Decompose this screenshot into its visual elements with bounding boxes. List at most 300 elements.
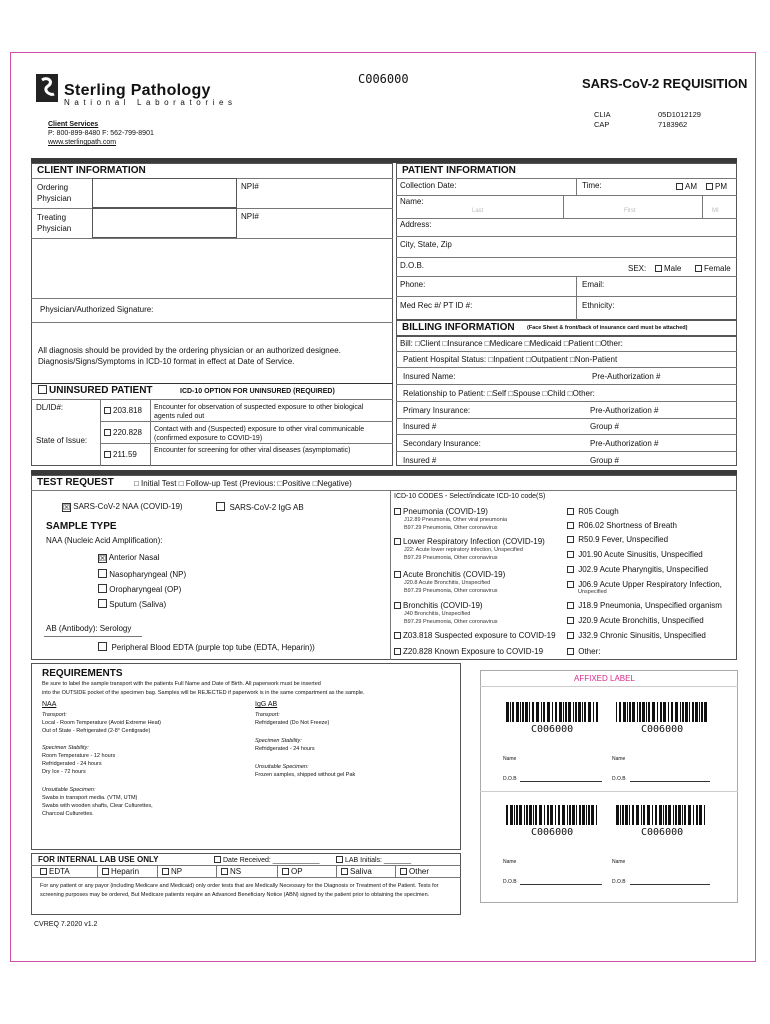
barcode-bar [668,805,671,825]
billing-title: BILLING INFORMATION [402,322,515,333]
abn-note: For any patient or any payor (including Medicare and Medicaid) only order tests that are Medically Necessary for the Diagnosis or Treatment of the Patient. Tests for screening purposes may be ordered, But Medicare patients require an Advanced Beneficiary Notice (ABN) signed by the patient prior to obtaining the specimen. [40,883,439,898]
tube-other[interactable] [400,867,429,876]
barcode-bar [682,702,684,722]
barcode-bar [519,805,522,825]
icd-label: R06.02 Shortness of Breath [578,521,677,530]
icd-label: Pneumonia (COVID-19) [403,507,488,516]
barcode-bar [510,805,513,825]
barcode-bar [584,702,586,722]
label-code-4: C006000 [641,827,684,838]
page-title: SARS-CoV-2 REQUISITION [582,76,748,91]
barcode-bar [573,702,574,722]
icd-r50[interactable] [567,535,668,544]
preauth-label-2: Pre-Authorization # [590,406,659,415]
ab-label: AB (Antibody): Serology [46,624,132,633]
insured-no-label-2: Insured # [403,456,437,465]
unsuitable-label: Unsuitable Specimen: [42,787,96,793]
barcode-bar [522,702,524,722]
barcode-bar [627,702,628,722]
barcode-bar [582,805,585,825]
ordering-physician-label: Ordering Physician [37,183,72,203]
divider [396,296,737,297]
tube-label: Other [409,867,430,876]
uninsured-title [38,385,153,396]
divider [630,781,710,782]
barcode-bar [704,805,705,825]
icd-code: 211.59 [113,450,137,459]
barcode-bar [532,702,534,722]
npi-label: NPI# [241,182,259,191]
transport-label: Transport: [42,712,67,718]
brand-subtitle: National Laboratories [64,98,237,107]
divider [396,178,737,179]
icd-other[interactable] [567,647,600,656]
lab-initials-label: LAB Initials: _______ [345,857,412,864]
icd-label: Bronchitis (COVID-19) [403,601,483,610]
barcode-bar [539,805,542,825]
icd-desc: Contact with and (Suspected) exposure to other viral communicable (confirmed exposure to COVID-19) [154,426,365,442]
tube-label: EDTA [49,867,70,876]
icd-j18[interactable] [567,601,722,610]
barcode-bar [678,805,681,825]
clia-labels [594,110,611,130]
igg-test-checkbox[interactable] [216,502,304,512]
requirements-text: Be sure to label the sample transport with the patients Full Name and Date of Birth. All paperwork must be inserted [42,681,321,687]
tube-label: OP [291,867,303,876]
am-checkbox[interactable] [676,182,697,191]
barcode-bar [520,702,521,722]
ordering-physician-input[interactable] [92,178,237,208]
divider [277,865,278,877]
barcode-bar [547,805,549,825]
barcode-bar [688,805,691,825]
barcode-bar [555,702,557,722]
sample-type-title: SAMPLE TYPE [46,521,117,532]
divider [396,367,737,368]
icd-j32[interactable] [567,631,706,640]
tube-ns[interactable] [221,867,241,876]
barcode-bar [591,805,594,825]
icd-label: J02.9 Acute Pharyngitis, Unspecified [578,565,709,574]
patient-title: PATIENT INFORMATION [402,165,516,176]
barcode-bar [643,805,645,825]
divider [31,877,461,878]
tube-label: Heparin [111,867,140,876]
barcode-bar [663,805,664,825]
barcode-bar [692,702,694,722]
icd-option-203[interactable] [104,406,142,415]
pm-label: PM [715,182,727,191]
req-line: Refridgerated - 24 hours [42,761,102,767]
first-placeholder: First [624,208,636,214]
barcode-bar [663,702,666,722]
barcode-bar [555,805,556,825]
icd-label: Z03.818 Suspected exposure to COVID-19 [403,631,556,640]
icd-label: R50.9 Fever, Unspecified [578,535,669,544]
icd-z20[interactable] [394,647,543,656]
icd-sub: B97.29 Pneumonia, Other coronavirus [404,525,498,531]
icd-sub: J40 Bronchitis, Unspecified [404,611,471,617]
divider [97,865,98,877]
divider [31,865,461,866]
barcode-bar [671,702,673,722]
divider [396,351,737,352]
barcode-bar [596,702,598,722]
affixed-label-title: AFFIXED LABEL [574,674,635,683]
label-dob-4: D.O.B [612,879,626,885]
icd-j06[interactable] [567,580,722,589]
barcode-bar [586,805,587,825]
barcode-bar [543,702,545,722]
barcode-bar [642,702,645,722]
divider [480,791,738,792]
barcode-bar [510,702,511,722]
lab-initials[interactable] [336,856,411,864]
barcode-bar [524,805,525,825]
igg-heading: IgG AB [255,701,278,708]
label-name-2: Name [612,756,626,762]
divider [157,865,158,877]
naa-test-label: SARS-CoV-2 NAA (COVID-19) [73,502,183,511]
icd-label: Acute Bronchitis (COVID-19) [403,570,506,579]
barcode-bar [632,805,634,825]
clia-values [658,110,701,130]
npi-label-2: NPI# [241,212,259,221]
am-label: AM [685,182,697,191]
icd-option-220[interactable] [104,428,142,437]
tube-label: NP [171,867,183,876]
barcode-bar [547,702,550,722]
icd-label: R05 Cough [578,507,619,516]
barcode-bar [695,702,698,722]
icd-r06[interactable] [567,521,677,530]
barcode-bar [682,805,683,825]
treating-physician-input[interactable] [92,208,237,238]
barcode-bar [526,805,528,825]
mi-placeholder: MI [712,208,719,214]
barcode-bar [533,805,534,825]
email-label: Email: [582,280,605,289]
barcode-bar [529,702,530,722]
barcode-bar [544,805,545,825]
icd-r05[interactable] [567,507,619,516]
barcode-bar [562,805,565,825]
client-title: CLIENT INFORMATION [37,165,146,176]
barcode-bar [559,702,562,722]
sample-sputum[interactable] [98,599,166,609]
naa-heading: NAA [42,701,57,708]
hospital-status[interactable]: Patient Hospital Status: □Inpatient □Outpatient □Non-Patient [403,355,618,364]
barcode-bar [558,805,560,825]
icd-title: ICD-10 CODES - Select/indicate ICD-10 code(S) [394,493,546,500]
barcode-bar [655,805,657,825]
barcode-bar [616,805,619,825]
tube-label: NS [230,867,242,876]
divider [150,399,151,466]
pm-checkbox[interactable] [706,182,727,191]
sample-blood[interactable] [98,642,315,652]
sample-anterior-nasal[interactable]: ☒ Anterior Nasal [99,553,160,563]
divider [480,686,738,687]
barcode-bar [514,805,515,825]
label-dob-1: D.O.B [503,776,517,782]
logo-icon [34,72,60,104]
sample-label: Sputum (Saliva) [109,600,167,609]
barcode-bar [593,702,594,722]
barcode-bar [652,702,655,722]
label-dob-3: D.O.B [503,879,517,885]
collection-date-label: Collection Date: [400,181,457,190]
barcode-bar [641,805,642,825]
sample-label: Peripheral Blood EDTA (purple top tube (EDTA, Heparin)) [111,643,315,652]
cap-label: CAP [594,120,610,129]
dl-label: DL/ID#: [36,403,64,412]
date-received[interactable] [214,856,320,864]
icd-j02[interactable] [567,565,708,574]
sample-label: Anterior Nasal [108,553,160,562]
barcode-bar [568,702,571,722]
divider [396,195,737,196]
label-code-3: C006000 [531,827,574,838]
relationship[interactable]: Relationship to Patient: □Self □Spouse □Child □Other: [403,389,595,398]
icd-z03[interactable] [394,631,556,640]
barcode-bar [529,805,532,825]
barcode-bar [704,702,707,722]
icd-bronchitis[interactable] [394,601,483,610]
divider [396,401,737,402]
transport-label: Transport: [255,712,280,718]
divider [31,298,393,299]
client-services-phone: P: 800-899-8480 F: 562-799-8901 [48,130,154,137]
barcode-bar [680,702,681,722]
secondary-insurance-label: Secondary Insurance: [403,439,481,448]
barcode-3 [506,805,598,825]
signature-label: Physician/Authorized Signature: [40,305,154,314]
barcode-bar [629,702,631,722]
clia-value: 05D1012129 [658,110,701,119]
preauth-label-3: Pre-Authorization # [590,439,659,448]
barcode-bar [647,805,650,825]
barcode-bar [576,805,577,825]
insured-no-label: Insured # [403,422,437,431]
test-type-options[interactable]: □ Initial Test □ Follow-up Test (Previous: □Positive □Negative) [134,479,352,488]
barcode-bar [550,805,553,825]
req-line: Refridgerated (Do Not Freeze) [255,720,330,726]
icd-lower-resp[interactable] [394,537,545,546]
divider [563,195,564,218]
name-label: Name: [400,197,424,206]
tube-np[interactable] [162,867,182,876]
form-code: C006000 [358,72,409,86]
label-code-1: C006000 [531,724,574,735]
preauth-label: Pre-Authorization # [592,372,661,381]
uninsured-subtitle: ICD-10 OPTION FOR UNINSURED (REQUIRED) [180,388,335,395]
divider [100,399,101,466]
barcode-bar [684,805,686,825]
barcode-bar [639,702,641,722]
barcode-bar [622,805,624,825]
sample-op[interactable] [98,584,181,594]
barcode-bar [652,805,653,825]
divider [390,490,391,660]
divider [396,276,737,277]
address-label: Address: [400,220,432,229]
barcode-bar [659,805,662,825]
female-checkbox[interactable] [695,264,731,273]
uninsured-title-text: UNINSURED PATIENT [49,385,153,396]
barcode-bar [578,702,581,722]
divider [31,399,393,400]
naa-label: NAA (Nucleic Acid Amplification): [46,536,163,545]
unsuitable-label: Unsuitable Specimen: [255,764,309,770]
date-received-label: Date Received: ____________ [223,857,320,864]
label-dob-2: D.O.B [612,776,626,782]
barcode-bar [516,805,518,825]
barcode-bar [637,702,638,722]
barcode-bar [596,805,597,825]
divider [576,276,577,320]
icd-sub: B97.29 Pneumonia, Other coronavirus [404,619,498,625]
barcode-bar [572,805,575,825]
barcode-bar [567,805,568,825]
client-services [48,120,154,147]
medrec-label: Med Rec #/ PT ID #: [400,301,473,310]
ethnicity-label: Ethnicity: [582,301,615,310]
sample-label: Oropharyngeal (OP) [109,585,182,594]
barcode-bar [588,702,591,722]
req-line: Out of State - Refrigerated (2-8° Centigrade) [42,728,151,734]
barcode-bar [620,805,621,825]
barcode-bar [673,805,674,825]
primary-insurance-label: Primary Insurance: [403,406,471,415]
divider [395,865,396,877]
icd-option-211[interactable] [104,450,137,459]
tube-heparin[interactable] [102,867,139,876]
sex-label: SEX: [628,264,647,273]
icd-label: J06.9 Acute Upper Respiratory Infection, [578,580,722,589]
city-label: City, State, Zip [400,240,452,249]
barcode-bar [541,702,542,722]
icd-code: 220.828 [113,428,142,437]
divider [630,884,710,885]
divider [520,884,602,885]
barcode-bar [516,702,519,722]
tube-edta[interactable] [40,867,70,876]
icd-label: J01.90 Acute Sinusitis, Unspecified [578,550,703,559]
igg-test-label: SARS-CoV-2 IgG AB [229,503,304,512]
icd-desc: Encounter for observation of suspected exposure to other biological agents ruled out [154,404,364,420]
tube-op[interactable] [282,867,303,876]
form-version: CVREQ 7.2020 v1.2 [34,921,98,928]
group-label: Group # [590,422,619,431]
divider [31,238,393,239]
sample-np[interactable] [98,569,186,579]
naa-test-checkbox[interactable]: ☒ SARS-CoV-2 NAA (COVID-19) [63,502,183,512]
female-label: Female [704,264,731,273]
barcode-bar [579,805,581,825]
time-label: Time: [582,181,602,190]
icd-sub: Unspecified [578,589,607,595]
divider [396,218,737,219]
barcode-bar [657,702,658,722]
icd-label: Other: [578,647,601,656]
barcode-bar [552,702,553,722]
barcode-4 [616,805,708,825]
divider [396,257,737,258]
req-line: Swabs in transport media. (VTM, UTM) [42,795,138,801]
icd-sub: B97.29 Pneumonia, Other coronavirus [404,555,498,561]
barcode-bar [629,805,630,825]
divider [31,383,393,384]
icd-sub: J20.8 Acute Bronchitis, Unspecified [404,580,491,586]
tube-saliva[interactable] [341,867,372,876]
barcode-bar [565,702,567,722]
req-line: Swabs with wooden shafts, Clear Culturettes, [42,803,153,809]
barcode-bar [563,702,564,722]
icd-acute-bronchitis[interactable] [394,570,505,579]
req-line: Charcoal Culturettes. [42,811,94,817]
barcode-bar [693,805,694,825]
divider [44,636,142,637]
barcode-bar [660,702,662,722]
icd-label: J32.9 Chronic Sinusitis, Unspecified [578,631,706,640]
barcode-bar [625,805,628,825]
male-label: Male [664,264,682,273]
barcode-bar [575,702,577,722]
divider [396,451,737,452]
divider [576,178,577,195]
clia-label: CLIA [594,110,611,119]
client-services-label: Client Services [48,121,99,128]
insured-name-label: Insured Name: [403,372,456,381]
barcode-bar [506,805,508,825]
label-code-2: C006000 [641,724,684,735]
website-link[interactable]: www.sterlingpath.com [48,139,117,146]
dob-label: D.O.B. [400,261,425,270]
test-title: TEST REQUEST [37,477,114,488]
barcode-bar [685,702,688,722]
male-checkbox[interactable] [655,264,681,273]
barcode-bar [525,702,528,722]
barcode-bar [675,805,677,825]
group-label-2: Group # [590,456,619,465]
barcode-bar [689,702,690,722]
barcode-bar [648,702,650,722]
divider [100,443,393,444]
divider [31,322,393,323]
barcode-bar [632,702,635,722]
icd-pneumonia[interactable] [394,507,488,516]
icd-j01[interactable] [567,550,703,559]
requirements-title: REQUIREMENTS [42,668,123,679]
divider [396,434,737,435]
last-placeholder: Last [472,208,484,214]
divider [396,418,737,419]
tube-label: Saliva [350,867,372,876]
brand-name: Sterling Pathology [64,82,211,99]
barcode-bar [699,805,702,825]
icd-j20[interactable] [567,616,704,625]
barcode-bar [699,702,700,722]
divider [336,865,337,877]
icd-label: Z20.828 Known Exposure to COVID-19 [403,647,544,656]
bill-options[interactable]: Bill: □Client □Insurance □Medicare □Medicaid □Patient □Other: [400,339,623,348]
diagnosis-note: All diagnosis should be provided by the ordering physician or an authorized designee. Diagnosis/Signs/Symptoms in ICD-10 format in effect at Date of Service. [38,346,341,366]
barcode-bar [588,805,590,825]
treating-physician-label: Treating Physician [37,213,72,233]
barcode-bar [536,702,539,722]
barcode-bar [506,702,509,722]
